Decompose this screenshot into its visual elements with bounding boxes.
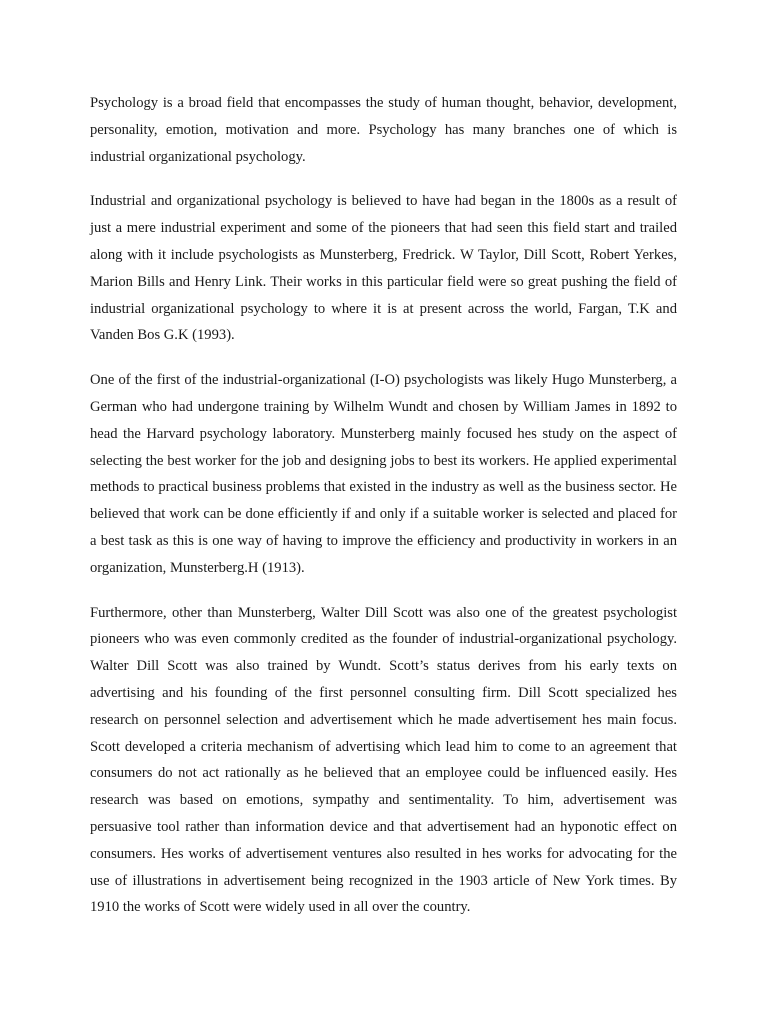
paragraph-intro: Psychology is a broad field that encompasses the study of human thought, behavior, development, personality, emotion, motivation and more. Psychology has many branches one of which is industrial organizational psychology. — [90, 95, 677, 165]
paragraph-scott: Furthermore, other than Munsterberg, Walter Dill Scott was also one of the greatest psychologist pioneers who was even commonly credited as the founder of industrial-organizational psychology. Walter Dill Scott was also trained by Wundt. Scott’s status derives from his early texts on advertising and his founding of the first personnel consulting firm. Dill Scott specialized hes research on personnel selection and advertisement which he made advertisement hes main focus. Scott developed a criteria mechanism of advertising which lead him to come to an agreement that consumers do not act rationally as he believed that an employee could be influenced easily. Hes research was based on emotions, sympathy and sentimentality. To him, advertisement was persuasive tool rather than information device and that advertisement had an hyponotic effect on consumers. Hes works of advertisement ventures also resulted in hes works for advocating for the use of illustrations in advertisement being recognized in the 1903 article of New York times. By 1910 the works of Scott were widely used in all over the country. — [90, 604, 677, 916]
paragraph-munsterberg: One of the first of the industrial-organizational (I-O) psychologists was likely Hugo Munsterberg, a German who had undergone training by Wilhelm Wundt and chosen by William James in 1892 to head the Harvard psychology laboratory. Munsterberg mainly focused hes study on the aspect of selecting the best worker for the job and designing jobs to best its workers. He applied experimental methods to practical business problems that existed in the industry as well as the business sector. He believed that work can be done efficiently if and only if a suitable worker is selected and placed for a best task as this is one way of having to improve the efficiency and productivity in workers in an organization, Munsterberg.H (1913). — [90, 372, 677, 576]
document-body — [90, 90, 677, 921]
paragraph-history: Industrial and organizational psychology is believed to have had began in the 1800s as a result of just a mere industrial experiment and some of the pioneers that had seen this field start and trailed along with it include psychologists as Munsterberg, Fredrick. W Taylor, Dill Scott, Robert Yerkes, Marion Bills and Henry Link. Their works in this particular field were so great pushing the field of industrial organizational psychology to where it is at present across the world, Fargan, T.K and Vanden Bos G.K (1993). — [90, 193, 677, 344]
